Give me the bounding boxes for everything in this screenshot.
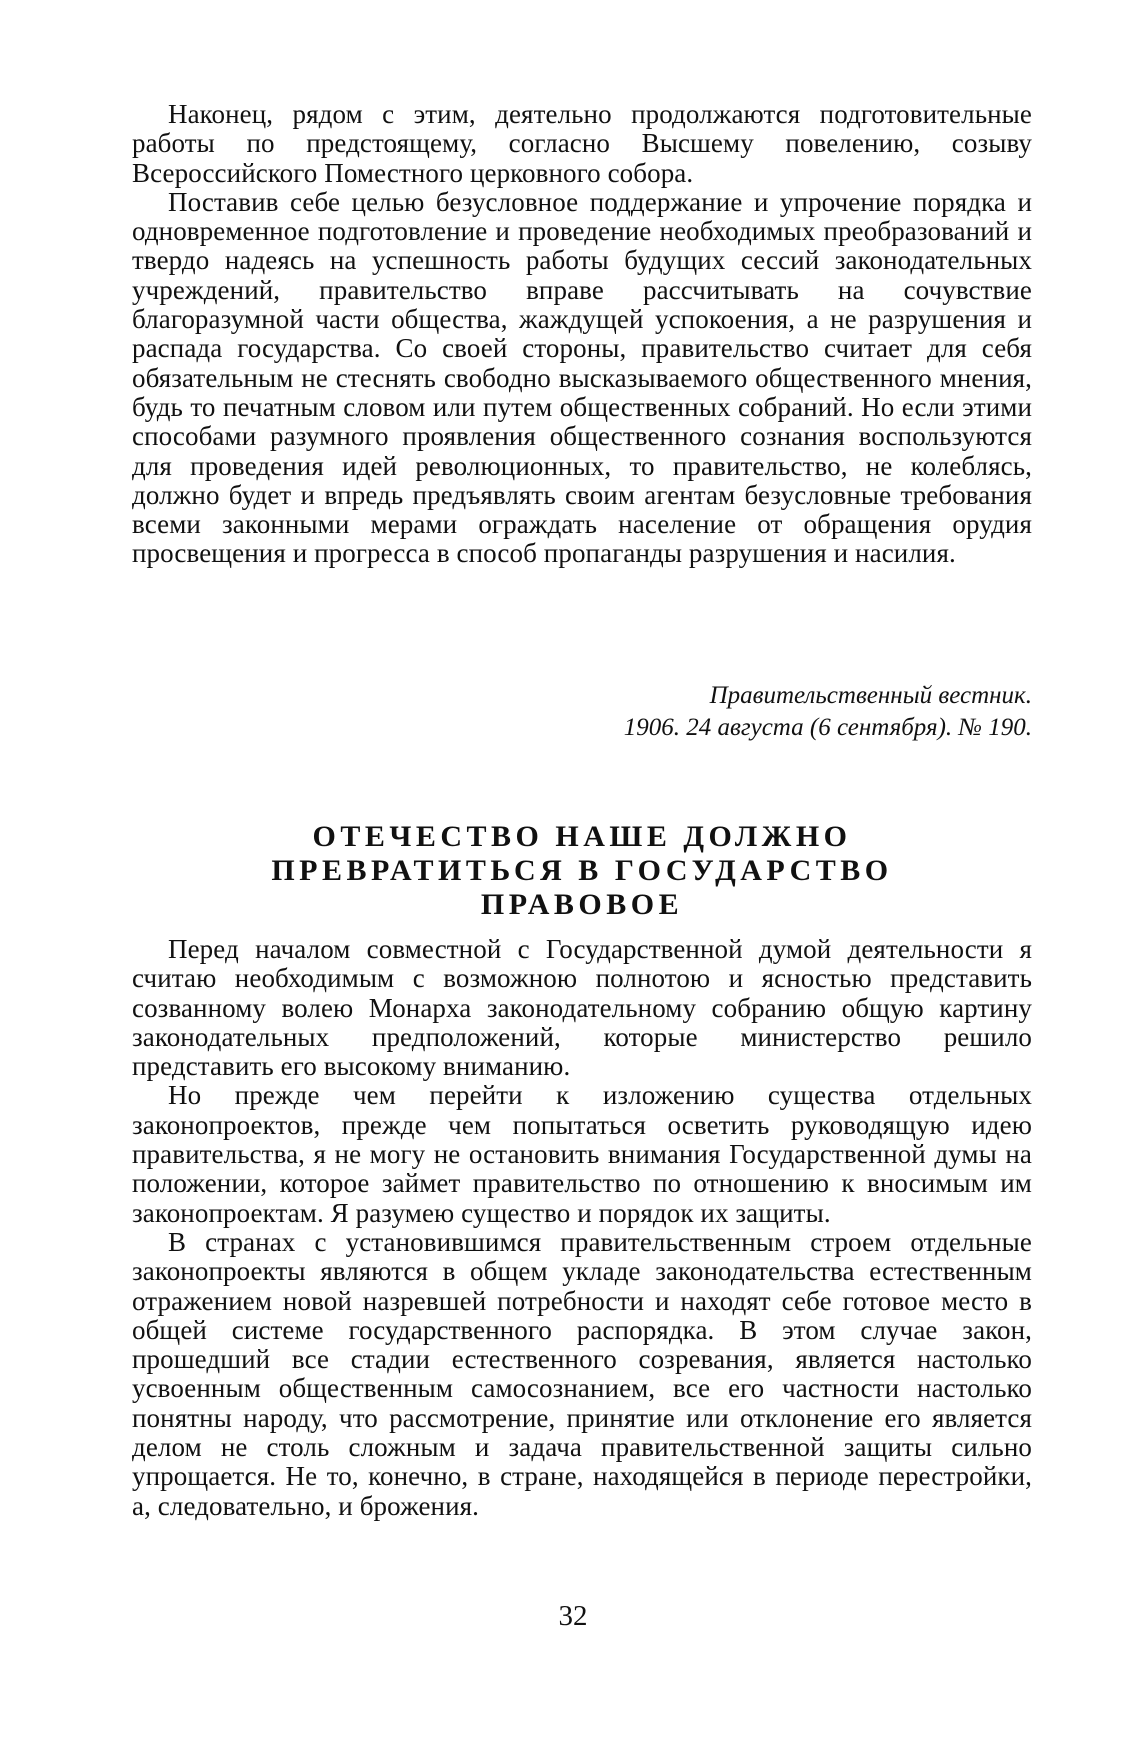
body-paragraph: Но прежде чем перейти к изложению существа отдельных законопроектов, прежде чем попытаться осветить руководящую идею правительства, я не могу не остановить внимания Государственной думы на положении, которое займет правительство по отношению к вносимым им законопроектам. Я разумею существо и порядок их защиты. bbox=[132, 1080, 1032, 1228]
heading-line: ПРАВОВОЕ bbox=[480, 888, 684, 921]
body-paragraph: Перед началом совместной с Государственной думой деятельности я считаю необходимым с возможною полнотою и ясностью представить созванному волею Монарха законодательному собранию общую картину законодательных предположений, которые министерство решило представить его высокому вниманию. bbox=[132, 934, 1032, 1082]
page-number: 32 bbox=[558, 1600, 588, 1632]
heading-line: ПРЕВРАТИТЬСЯ В ГОСУДАРСТВО bbox=[271, 854, 893, 887]
section-heading bbox=[132, 820, 1032, 922]
intro-paragraph: Наконец, рядом с этим, деятельно продолжаются подготовительные работы по предстоящему, согласно Высшему повелению, созыву Всероссийского Поместного церковного собора. bbox=[132, 99, 1032, 188]
source-publication: Правительственный вестник. bbox=[709, 682, 1032, 709]
intro-text-block bbox=[132, 100, 1032, 569]
source-date: 1906. 24 августа (6 сентября). № 190. bbox=[623, 714, 1032, 741]
body-paragraph: В странах с установившимся правительственным строем отдельные законопроекты являются в общем укладе законодательства естественным отражением новой назревшей потребности и находят себе готовое место в общей системе государственного распорядка. В этом случае закон, прошедший все стадии естественного созревания, является настолько усвоенным общественным самосознанием, все его частности настолько понятны народу, что рассмотрение, принятие или отклонение его является делом не столь сложным и задача правительственной защиты сильно упрощается. Не то, конечно, в стране, находящейся в периоде перестройки, а, следовательно, и брожения. bbox=[132, 1226, 1032, 1521]
body-text-block bbox=[132, 935, 1032, 1521]
source-citation bbox=[624, 680, 1032, 744]
intro-paragraph: Поставив себе целью безусловное поддержание и упрочение порядка и одновременное подготовление и проведение необходимых преобразований и твердо надеясь на успешность работы будущих сессий законодательных учреждений, правительство вправе рассчитывать на сочувствие благоразумной части общества, жаждущей успокоения, а не разрушения и распада государства. Со своей стороны, правительство считает для себя обязательным не стеснять свободно высказываемого общественного мнения, будь то печатным словом или путем общественных собраний. Но если этими способами разумного проявления общественного сознания воспользуются для проведения идей революционных, то правительство, не колеблясь, должно будет и впредь предъявлять своим агентам безусловные требования всеми законными мерами ограждать население от обращения орудия просвещения и прогресса в способ пропаганды разрушения и насилия. bbox=[132, 186, 1032, 569]
heading-line: ОТЕЧЕСТВО НАШЕ ДОЛЖНО bbox=[312, 820, 852, 853]
